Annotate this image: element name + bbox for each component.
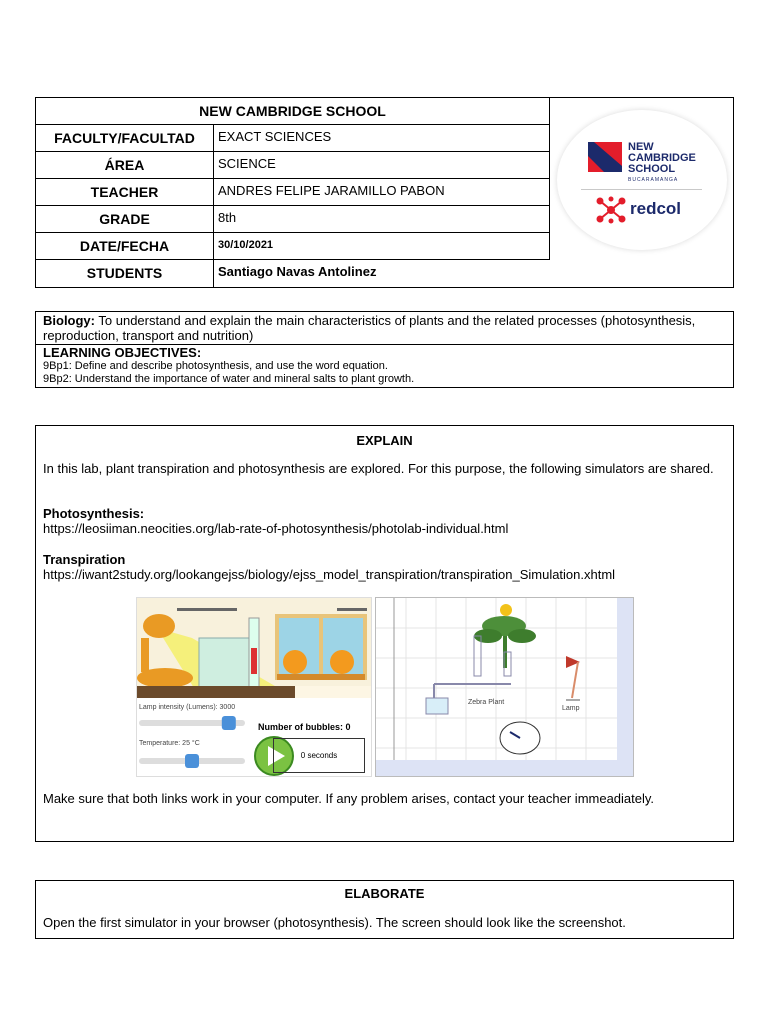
lamp-intensity-label: Lamp intensity (Lumens): 3000 <box>139 704 236 711</box>
learning-objective: 9Bp2: Understand the importance of water and mineral salts to plant growth. <box>43 373 415 385</box>
explain-footer: Make sure that both links work in your computer. If any problem arises, contact your teacher immeadiately. <box>43 791 655 806</box>
learning-objective: 9Bp1: Define and describe photosynthesis, and use the word equation. <box>43 360 388 372</box>
timer-display: 0 seconds <box>273 738 365 773</box>
transpiration-scene-illustration <box>376 598 633 776</box>
header-row-date <box>36 233 550 260</box>
photosynthesis-label: Photosynthesis: <box>43 506 145 521</box>
elaborate-text: Open the first simulator in your browser (photosynthesis). The screen should look like the screenshot. <box>43 915 626 930</box>
learning-objectives-title: LEARNING OBJECTIVES: <box>43 345 202 360</box>
row-label: TEACHER <box>36 179 214 205</box>
redcol-logo-icon <box>594 196 628 224</box>
row-value: EXACT SCIENCES <box>218 129 332 144</box>
lamp-slider-thumb <box>222 716 236 730</box>
logo-line-3: SCHOOL <box>628 163 676 175</box>
logo-line-2: CAMBRIDGE <box>628 152 696 164</box>
row-label: GRADE <box>36 206 214 232</box>
temperature-slider-thumb <box>185 754 199 768</box>
lamp-intensity-slider <box>137 716 247 730</box>
row-value: SCIENCE <box>218 156 276 171</box>
explain-intro: In this lab, plant transpiration and photosynthesis are explored. For this purpose, the following simulators are shared. <box>43 461 714 476</box>
header-row-area <box>36 152 550 179</box>
school-name: NEW CAMBRIDGE SCHOOL <box>36 98 550 125</box>
header-row-grade <box>36 206 550 233</box>
row-value: 8th <box>218 210 237 225</box>
school-logo-text <box>628 142 696 175</box>
plant-label: Zebra Plant <box>468 699 505 706</box>
new-cambridge-logo-icon <box>588 142 622 172</box>
subject-label: Biology: <box>43 313 95 328</box>
bubbles-count: Number of bubbles: 0 <box>258 722 351 732</box>
biology-description <box>36 312 733 345</box>
row-label: DATE/FECHA <box>36 233 214 259</box>
elaborate-title: ELABORATE <box>344 886 425 901</box>
row-label: STUDENTS <box>36 260 214 287</box>
header-row-faculty <box>36 125 550 152</box>
header-row-teacher <box>36 179 550 206</box>
logo-divider <box>581 189 702 190</box>
photosynthesis-link[interactable]: https://leosiiman.neocities.org/lab-rate-of-photosynthesis/photolab-individual.html <box>43 521 509 536</box>
transpiration-simulator-image <box>375 597 634 777</box>
lamp-label: Lamp <box>562 705 580 712</box>
subject-description: To understand and explain the main characteristics of plants and the related processes (photosynthesis, reproduction, transport and nutrition) <box>43 313 696 343</box>
photosynthesis-simulator-image <box>136 597 372 777</box>
temperature-label: Temperature: 25 °C <box>139 740 200 747</box>
logo-line-1: NEW <box>628 141 654 153</box>
transpiration-label: Transpiration <box>43 552 126 567</box>
lab-scene-illustration <box>137 598 371 698</box>
transpiration-link[interactable]: https://iwant2study.org/lookangejss/biology/ejss_model_transpiration/transpiration_Simulation.xhtml <box>43 567 616 582</box>
redcol-logo-text: redcol <box>630 199 682 218</box>
row-value: 30/10/2021 <box>218 239 274 251</box>
elaborate-section <box>35 880 734 939</box>
temperature-slider <box>137 754 247 768</box>
school-logo-subtitle: BUCARAMANGA <box>628 177 679 183</box>
row-label: FACULTY/FACULTAD <box>36 125 214 151</box>
row-label: ÁREA <box>36 152 214 178</box>
explain-title: EXPLAIN <box>356 433 413 448</box>
objectives-box <box>35 311 734 388</box>
row-value: Santiago Navas Antolinez <box>218 264 377 279</box>
row-value: ANDRES FELIPE JARAMILLO PABON <box>218 183 445 198</box>
header-row-students <box>36 260 733 287</box>
